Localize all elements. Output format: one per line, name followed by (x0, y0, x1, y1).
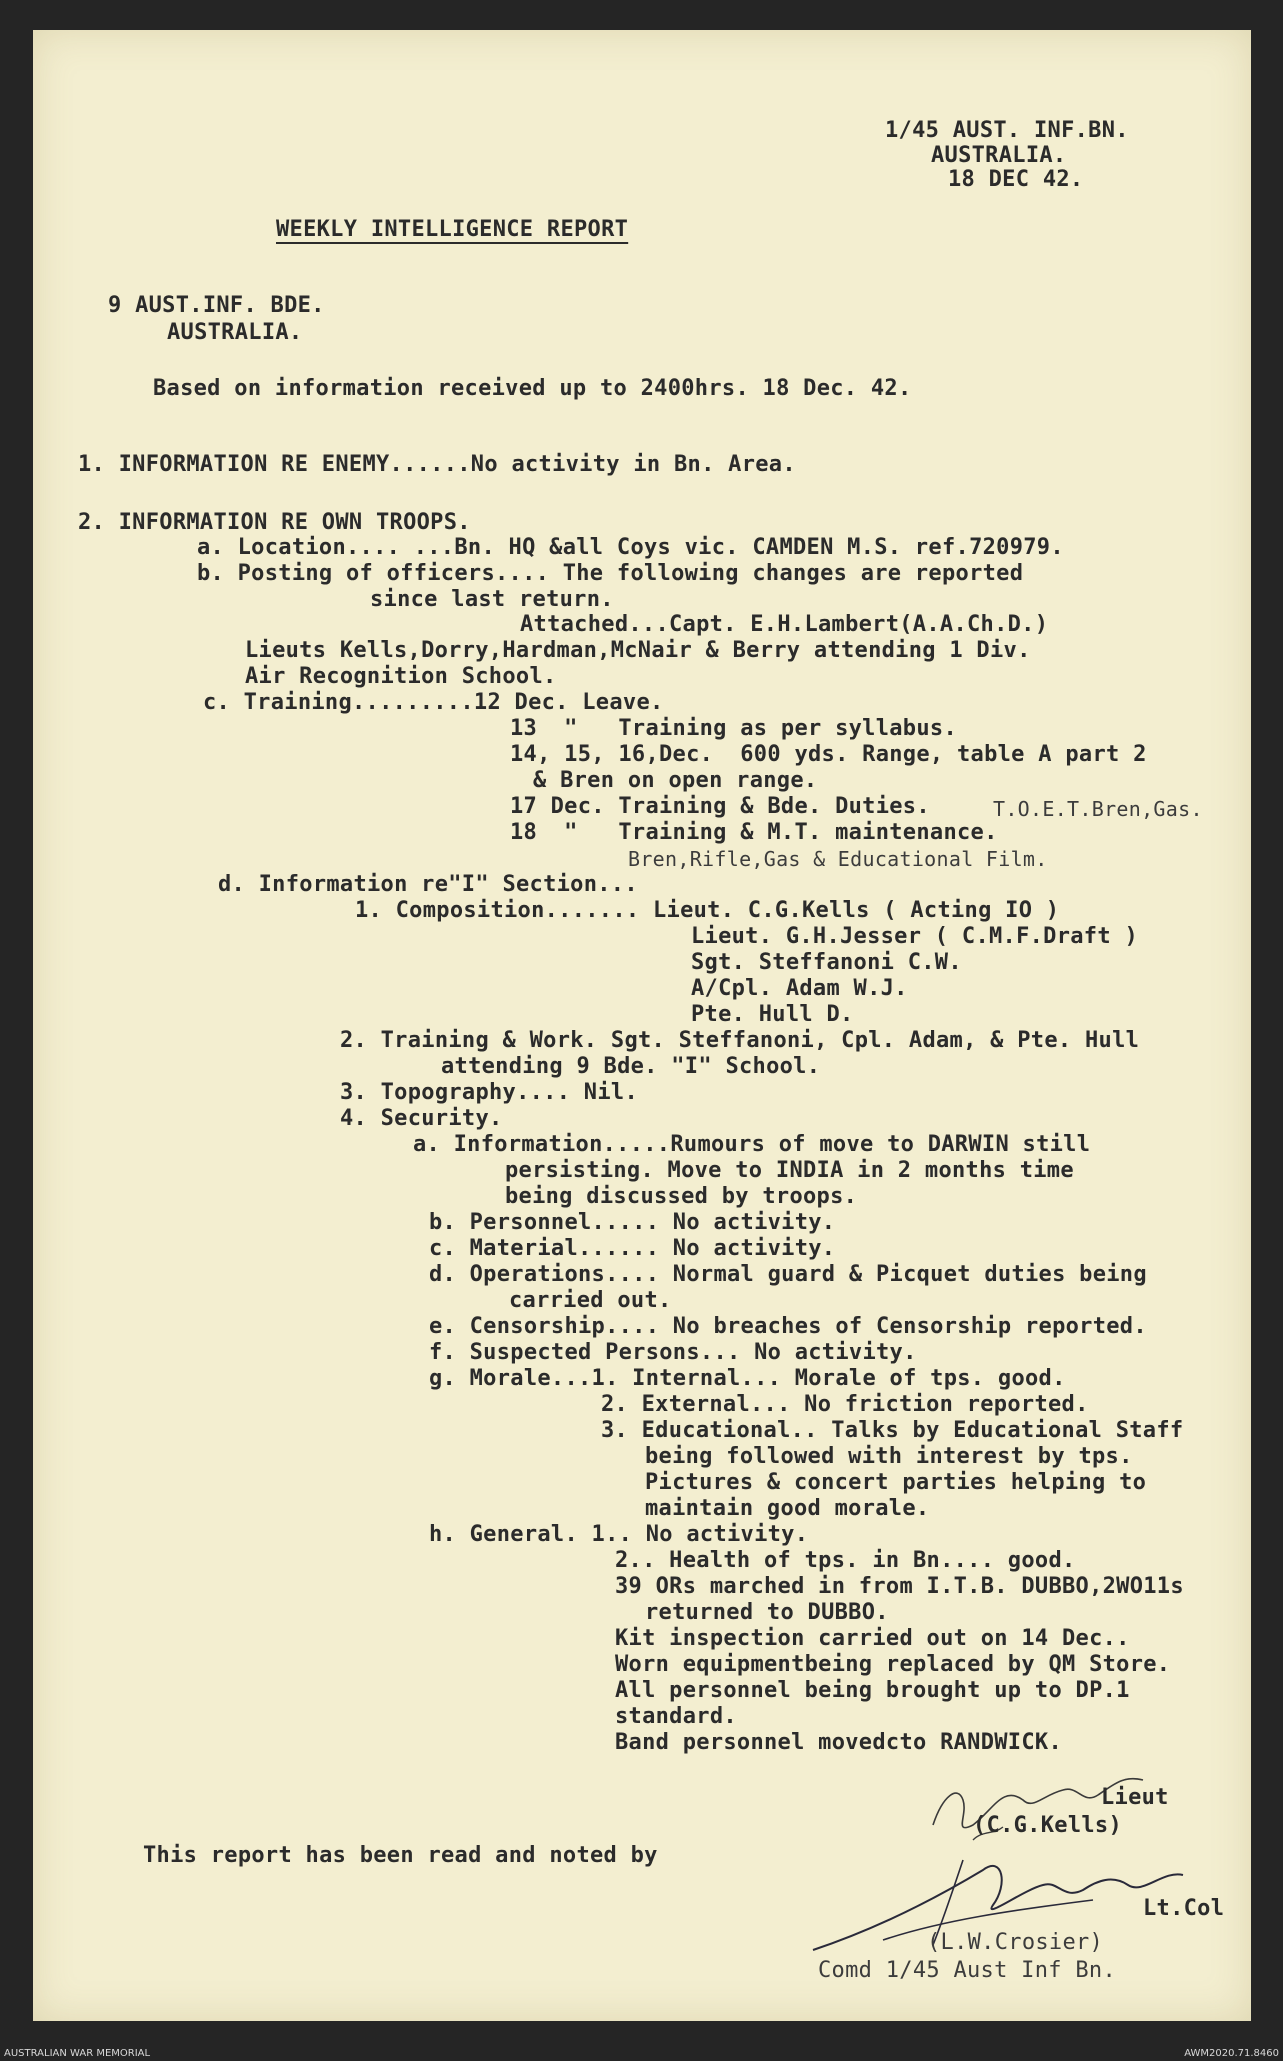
line-46: All personnel being brought up to DP.1 (615, 1678, 1130, 1703)
line-3: a. Location.... ...Bn. HQ &all Coys vic. CAMDEN M.S. ref.720979. (197, 535, 1064, 560)
line-44: Kit inspection carried out on 14 Dec.. (615, 1626, 1130, 1651)
line-40: h. General. 1.. No activity. (429, 1522, 809, 1547)
line-48: Band personnel movedcto RANDWICK. (615, 1730, 1062, 1755)
document-page (33, 30, 1251, 2021)
header-place: AUSTRALIA. (931, 143, 1067, 168)
read-noted-line: This report has been read and noted by (143, 1843, 658, 1868)
addressee-line2: AUSTRALIA. (167, 320, 303, 345)
sig1-rank: Lieut (1101, 1785, 1169, 1810)
line-41: 2.. Health of tps. in Bn.... good. (615, 1548, 1076, 1573)
line-23: 3. Topography.... Nil. (340, 1080, 638, 1105)
line-12: & Bren on open range. (533, 768, 818, 793)
line-35: 2. External... No friction reported. (601, 1392, 1089, 1417)
line-27: being discussed by troops. (505, 1184, 858, 1209)
annotation-17dec: T.O.E.T.Bren,Gas. (993, 797, 1203, 821)
line-11: 14, 15, 16,Dec. 600 yds. Range, table A part 2 (510, 742, 1147, 767)
line-9: c. Training.........12 Dec. Leave. (203, 690, 664, 715)
line-10: 13 " Training as per syllabus. (510, 716, 957, 741)
line-22: attending 9 Bde. "I" School. (441, 1054, 821, 1079)
sig2-name: (L.W.Crosier) (927, 1930, 1104, 1955)
line-29: c. Material...... No activity. (429, 1236, 836, 1261)
sig2-unit: Comd 1/45 Aust Inf Bn. (818, 1958, 1116, 1983)
footer-right: AWM2020.71.8460 (1184, 2048, 1279, 2059)
line-25: a. Information.....Rumours of move to DARWIN still (413, 1132, 1091, 1157)
line-43: returned to DUBBO. (645, 1600, 889, 1625)
line-34: g. Morale...1. Internal... Morale of tps. good. (429, 1366, 1066, 1391)
line-14: 18 " Training & M.T. maintenance. (510, 820, 998, 845)
line-33: f. Suspected Persons... No activity. (429, 1340, 917, 1365)
line-5: since last return. (370, 587, 614, 612)
line-19: A/Cpl. Adam W.J. (691, 976, 908, 1001)
report-title: WEEKLY INTELLIGENCE REPORT (276, 217, 629, 242)
line-31: carried out. (509, 1288, 672, 1313)
sig2-rank: Lt.Col (1143, 1896, 1225, 1921)
line-24: 4. Security. (340, 1106, 503, 1131)
line-17: Lieut. G.H.Jesser ( C.M.F.Draft ) (691, 924, 1138, 949)
line-37: being followed with interest by tps. (645, 1444, 1133, 1469)
line-45: Worn equipmentbeing replaced by QM Store. (615, 1652, 1171, 1677)
line-26: persisting. Move to INDIA in 2 months time (505, 1158, 1074, 1183)
line-21: 2. Training & Work. Sgt. Steffanoni, Cpl. Adam, & Pte. Hull (340, 1028, 1140, 1053)
basis-line: Based on information received up to 2400hrs. 18 Dec. 42. (153, 376, 912, 401)
line-32: e. Censorship.... No breaches of Censorship reported. (429, 1314, 1147, 1339)
line-6: Attached...Capt. E.H.Lambert(A.A.Ch.D.) (520, 612, 1049, 637)
line-30: d. Operations.... Normal guard & Picquet duties being (429, 1262, 1147, 1287)
line-36: 3. Educational.. Talks by Educational Staff (601, 1418, 1184, 1443)
footer-left: AUSTRALIAN WAR MEMORIAL (4, 2048, 151, 2059)
line-28: b. Personnel..... No activity. (429, 1210, 836, 1235)
line-8: Air Recognition School. (245, 664, 557, 689)
sig1-name: (C.G.Kells) (973, 1813, 1122, 1838)
line-18: Sgt. Steffanoni C.W. (691, 950, 962, 975)
header-date: 18 DEC 42. (948, 167, 1084, 192)
line-13: 17 Dec. Training & Bde. Duties. (510, 794, 930, 819)
line-38: Pictures & concert parties helping to (645, 1470, 1147, 1495)
line-7: Lieuts Kells,Dorry,Hardman,McNair & Berry attending 1 Div. (245, 638, 1031, 663)
addressee-line1: 9 AUST.INF. BDE. (108, 293, 325, 318)
annotation-18dec: Bren,Rifle,Gas & Educational Film. (628, 847, 1048, 871)
header-unit: 1/45 AUST. INF.BN. (885, 118, 1129, 143)
line-16: 1. Composition....... Lieut. C.G.Kells ( Acting IO ) (355, 898, 1060, 923)
line-4: b. Posting of officers.... The following changes are reported (197, 561, 1024, 586)
line-15: d. Information re"I" Section... (218, 872, 638, 897)
line-2: 2. INFORMATION RE OWN TROOPS. (78, 510, 471, 535)
line-47: standard. (615, 1704, 737, 1729)
line-1: 1. INFORMATION RE ENEMY......No activity in Bn. Area. (78, 452, 796, 477)
line-20: Pte. Hull D. (691, 1002, 854, 1027)
line-39: maintain good morale. (645, 1496, 930, 1521)
line-42: 39 ORs marched in from I.T.B. DUBBO,2WO11s (615, 1574, 1184, 1599)
